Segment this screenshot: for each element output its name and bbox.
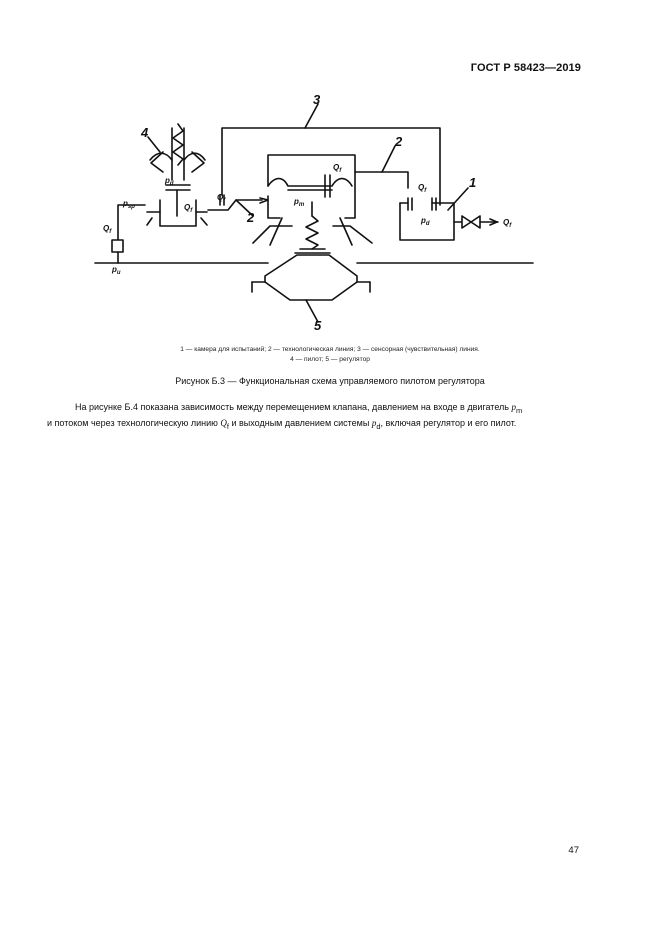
symbol-qf-3: $Q_f$ (217, 193, 226, 204)
callout-4: 4 (141, 125, 149, 140)
callout-1: 1 (469, 175, 477, 190)
page-number: 47 (568, 845, 579, 856)
symbol-qf-4: $Q_f$ (103, 224, 112, 235)
callout-2-right: 2 (395, 134, 403, 149)
symbol-pu: $p_u$ (112, 265, 121, 276)
symbol-qf-6: $Q_f$ (184, 203, 193, 214)
symbol-pm: $p_m$ (294, 197, 305, 208)
figure-legend-line-1: 1 — камера для испытаний; 2 — технологическая линия; 3 — сенсорная (чувствительная) линия. (180, 346, 480, 353)
pilot-regulator-diagram (0, 0, 661, 370)
figure-legend-line-2: 4 — пилот; 5 — регулятор (290, 356, 370, 363)
standard-code-header: ГОСТ Р 58423—2019 (470, 62, 581, 74)
symbol-pd: $p_d$ (421, 216, 430, 227)
symbol-qf-5: $Q_f$ (503, 218, 512, 229)
callout-3: 3 (313, 92, 321, 107)
symbol-qf-2: $Q_f$ (418, 183, 427, 194)
symbol-psp: $p_{sp}$ (123, 199, 135, 210)
callout-2-left: 2 (247, 210, 255, 225)
callout-5: 5 (314, 318, 322, 333)
figure-caption: Рисунок Б.3 — Функциональная схема управляемого пилотом регулятора (175, 376, 485, 386)
symbol-pilot-pd: $p_d$ (165, 176, 174, 187)
body-paragraph: На рисунке Б.4 показана зависимость между перемещением клапана, давлением на входе в двигатель $p_m$ и потоком через технологическую линию $Q_f$ и выходным давлением системы $p_d$, включая регулятор и его пилот. (47, 402, 523, 432)
symbol-qf-1: $Q_f$ (333, 163, 342, 174)
